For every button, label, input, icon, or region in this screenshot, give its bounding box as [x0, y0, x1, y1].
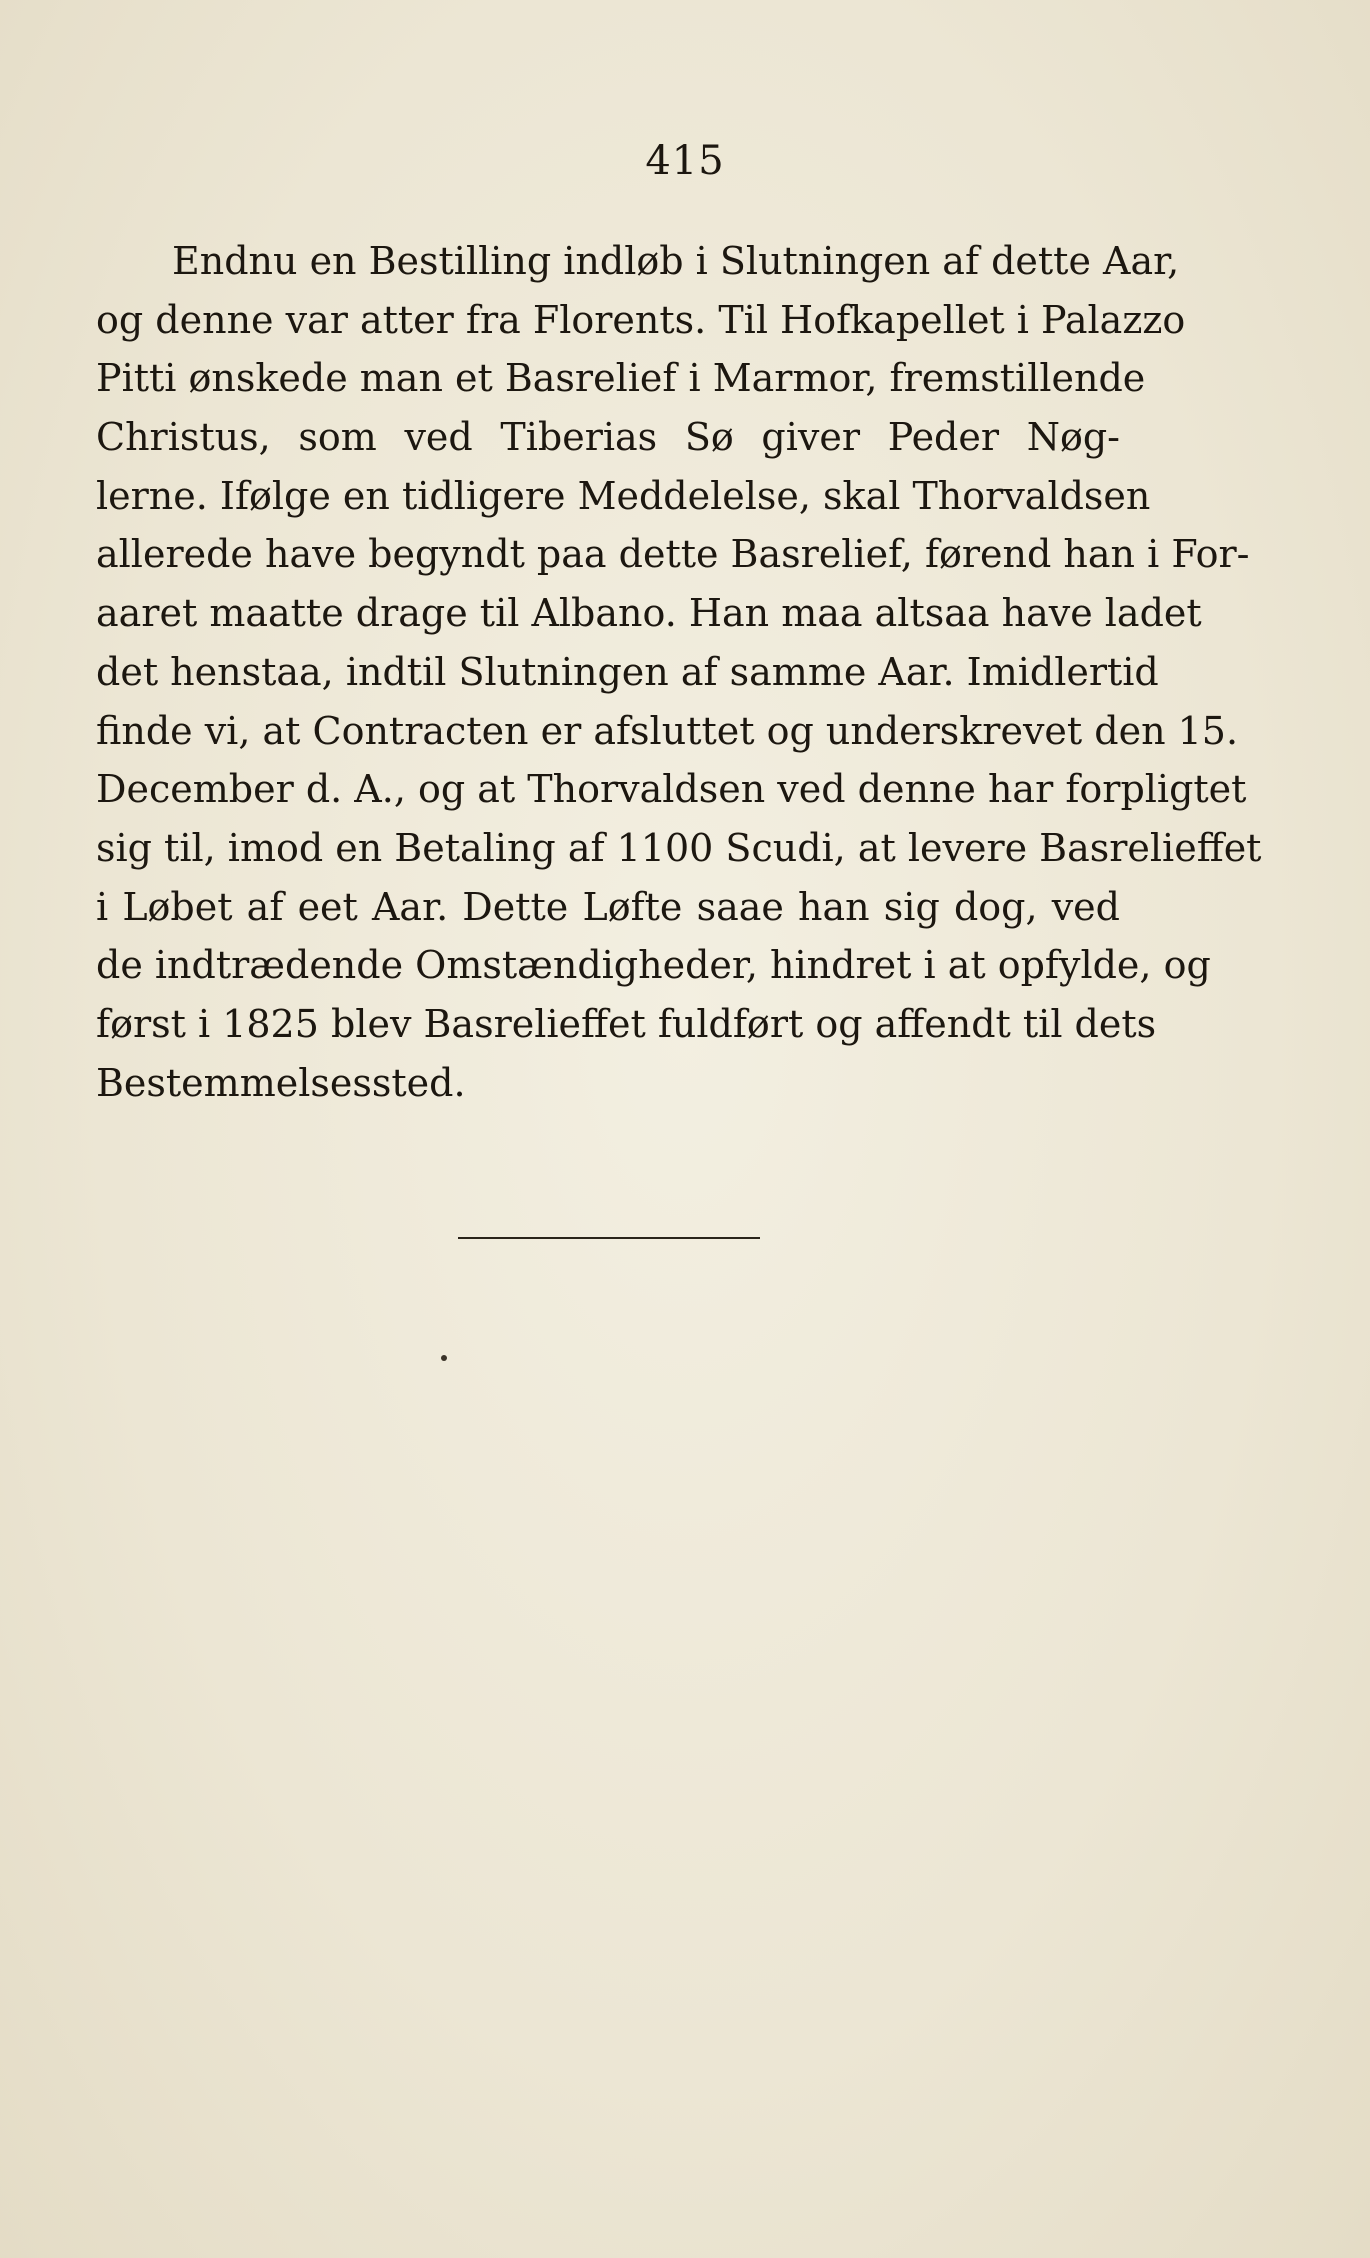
body-paragraph [96, 232, 1262, 1112]
text-line: Pitti ønskede man et Basrelief i Marmor, fremstillende [96, 356, 1146, 401]
text-line: og denne var atter fra Florents. Til Hofkapellet i Palazzo [96, 297, 1186, 342]
text-line: December d. A., og at Thorvaldsen ved denne har forpligtet [96, 767, 1247, 812]
page-number: 415 [645, 138, 725, 184]
text-line: det henstaa, indtil Slutningen af samme Aar. Imidlertid [96, 649, 1159, 694]
text-line: lerne. Ifølge en tidligere Meddelelse, skal Thorvaldsen [96, 473, 1151, 518]
text-line: allerede have begyndt paa dette Basrelief, førend han i For- [96, 532, 1250, 577]
text-line: først i 1825 blev Basrelieffet fuldført og affendt til dets [96, 1001, 1157, 1046]
ink-speck [441, 1355, 447, 1361]
text-line: Endnu en Bestilling indløb i Slutningen af dette Aar, [172, 239, 1180, 283]
text-line: de indtrædende Omstændigheder, hindret i at opfylde, og [96, 943, 1211, 988]
text-line: Christus, som ved Tiberias Sø giver Peder Nøg- [96, 415, 1120, 460]
text-line: sig til, imod en Betaling af 1100 Scudi, at levere Basrelieffet [96, 825, 1262, 870]
text-line: finde vi, at Contracten er afsluttet og underskrevet den 15. [96, 708, 1239, 753]
text-line: Bestemmelsessted. [96, 1060, 466, 1105]
section-divider [458, 1237, 760, 1239]
text-line: i Løbet af eet Aar. Dette Løfte saae han sig dog, ved [96, 884, 1120, 929]
text-line: aaret maatte drage til Albano. Han maa altsaa have ladet [96, 591, 1202, 636]
